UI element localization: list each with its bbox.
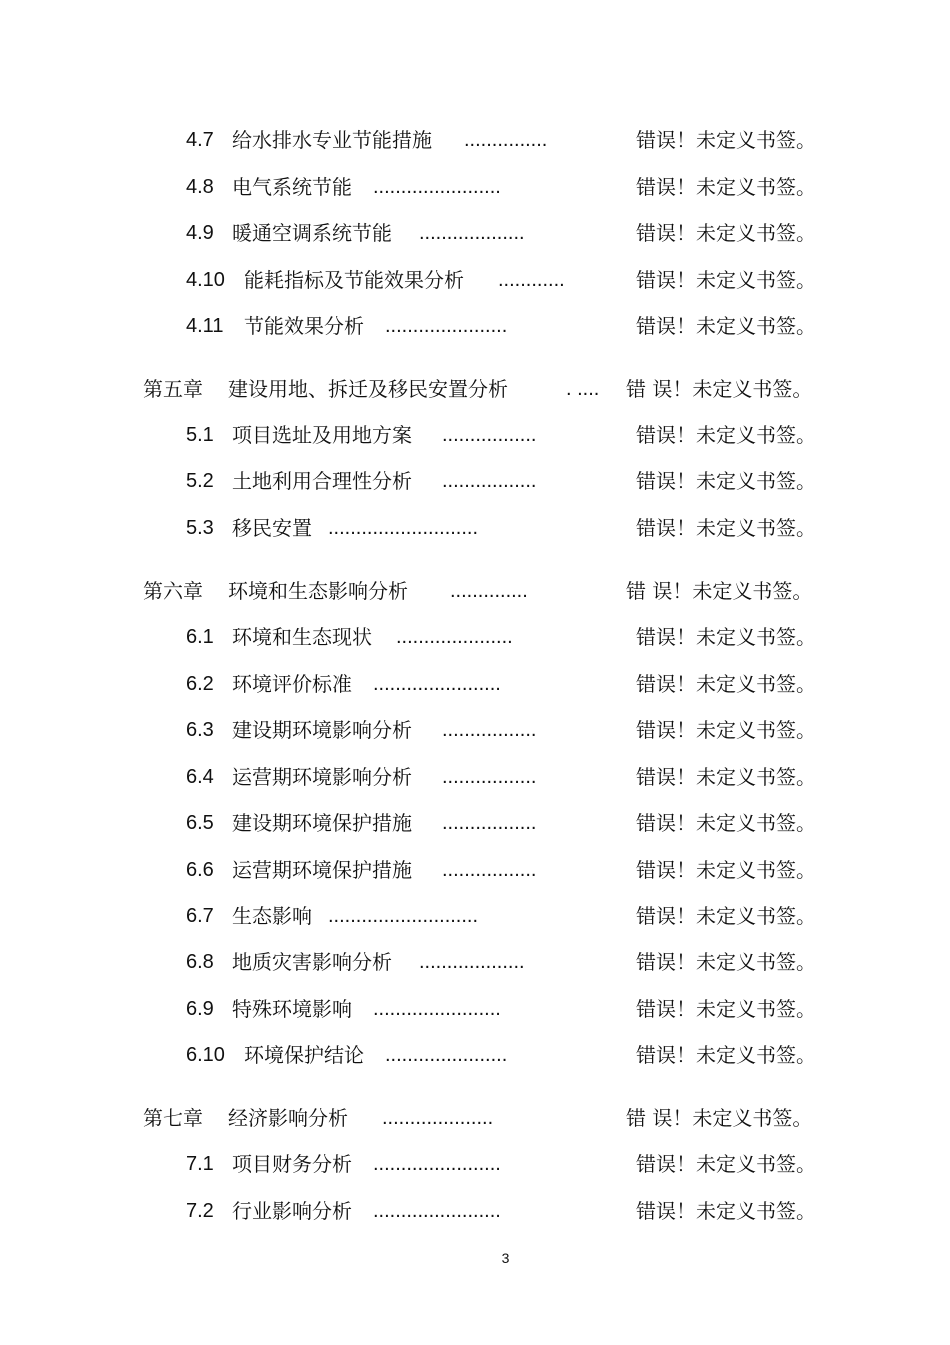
toc-page-ref: 错误！未定义书签。	[636, 516, 816, 540]
toc-leader-dots: ............	[498, 269, 565, 291]
toc-page-ref: 错误！未定义书签。	[636, 672, 816, 696]
toc-number: 6.5	[186, 812, 214, 834]
toc-title: 经济影响分析	[228, 1106, 348, 1130]
toc-number: 6.6	[186, 859, 214, 881]
toc-entry-5-3[interactable]	[0, 511, 950, 545]
toc-chapter-number: 第六章	[143, 579, 203, 603]
toc-leader-dots: .................	[442, 859, 537, 881]
toc-entry-5-2[interactable]	[0, 464, 950, 498]
toc-number: 6.8	[186, 951, 214, 973]
toc-title: 建设期环境保护措施	[232, 811, 412, 835]
toc-leader-dots: .......................	[373, 176, 501, 198]
toc-entry-6-4[interactable]	[0, 760, 950, 794]
toc-page-ref: 错误！未定义书签。	[636, 128, 816, 152]
toc-leader-dots: ..............	[450, 580, 528, 602]
toc-entry-6-8[interactable]	[0, 945, 950, 979]
toc-leader-dots: .................	[442, 812, 537, 834]
toc-leader-dots: . ....	[566, 378, 600, 400]
toc-title: 电气系统节能	[232, 175, 352, 199]
toc-number: 6.10	[186, 1044, 225, 1066]
toc-leader-dots: ...........................	[328, 517, 479, 539]
toc-leader-dots: .......................	[373, 998, 501, 1020]
toc-entry-7-2[interactable]	[0, 1194, 950, 1228]
toc-leader-dots: .......................	[373, 1200, 501, 1222]
toc-title: 给水排水专业节能措施	[232, 128, 432, 152]
toc-title: 项目财务分析	[232, 1152, 352, 1176]
toc-leader-dots: ...................	[419, 951, 525, 973]
toc-title: 移民安置	[232, 516, 312, 540]
toc-entry-4-8[interactable]	[0, 170, 950, 204]
toc-page-ref: 错误！未定义书签。	[636, 221, 816, 245]
toc-entry-6-3[interactable]	[0, 713, 950, 747]
toc-page-ref: 错误！未定义书签。	[636, 718, 816, 742]
toc-page-ref: 错误！未定义书签。	[636, 904, 816, 928]
toc-entry-5-1[interactable]	[0, 418, 950, 452]
toc-title: 环境和生态影响分析	[228, 579, 408, 603]
toc-chapter-5[interactable]	[0, 372, 950, 406]
toc-entry-6-7[interactable]	[0, 899, 950, 933]
toc-number: 6.4	[186, 766, 214, 788]
toc-number: 6.1	[186, 626, 214, 648]
toc-entry-4-7[interactable]	[0, 123, 950, 157]
toc-leader-dots: ...............	[464, 129, 548, 151]
toc-number: 6.9	[186, 998, 214, 1020]
toc-page-ref: 错误！未定义书签。	[636, 268, 816, 292]
toc-page-ref: 错误！未定义书签。	[636, 950, 816, 974]
toc-leader-dots: .......................	[373, 673, 501, 695]
toc-page-ref: 错误！未定义书签。	[636, 469, 816, 493]
toc-page-ref: 错误！未定义书签。	[636, 765, 816, 789]
toc-leader-dots: .................	[442, 470, 537, 492]
toc-title: 暖通空调系统节能	[232, 221, 392, 245]
toc-entry-6-10[interactable]	[0, 1038, 950, 1072]
toc-page-ref: 错误！未定义书签。	[636, 175, 816, 199]
toc-entry-6-6[interactable]	[0, 853, 950, 887]
toc-number: 5.3	[186, 517, 214, 539]
toc-number: 4.10	[186, 269, 225, 291]
toc-page-ref: 错误！未定义书签。	[636, 314, 816, 338]
toc-title: 环境保护结论	[244, 1043, 364, 1067]
toc-leader-dots: .....................	[396, 626, 513, 648]
toc-leader-dots: ...................	[419, 222, 525, 244]
toc-leader-dots: .................	[442, 424, 537, 446]
toc-title: 项目选址及用地方案	[232, 423, 412, 447]
toc-page-ref: 错误！未定义书签。	[636, 625, 816, 649]
toc-leader-dots: ...........................	[328, 905, 479, 927]
toc-chapter-6[interactable]	[0, 574, 950, 608]
toc-title: 环境评价标准	[232, 672, 352, 696]
toc-number: 5.2	[186, 470, 214, 492]
toc-chapter-7[interactable]	[0, 1101, 950, 1135]
toc-page-ref: 错误！未定义书签。	[636, 1152, 816, 1176]
toc-number: 6.3	[186, 719, 214, 741]
toc-page-ref: 错误！未定义书签。	[636, 811, 816, 835]
toc-number: 5.1	[186, 424, 214, 446]
toc-page-ref: 错误！未定义书签。	[636, 1199, 816, 1223]
toc-number: 4.11	[186, 315, 224, 337]
toc-entry-6-9[interactable]	[0, 992, 950, 1026]
toc-entry-4-11[interactable]	[0, 309, 950, 343]
toc-title: 运营期环境影响分析	[232, 765, 412, 789]
toc-leader-dots: ....................	[382, 1107, 494, 1129]
toc-number: 4.7	[186, 129, 214, 151]
toc-entry-6-2[interactable]	[0, 667, 950, 701]
toc-leader-dots: ......................	[385, 315, 508, 337]
toc-leader-dots: .................	[442, 719, 537, 741]
toc-leader-dots: ......................	[385, 1044, 508, 1066]
toc-title: 地质灾害影响分析	[232, 950, 392, 974]
toc-number: 4.8	[186, 176, 214, 198]
toc-number: 6.7	[186, 905, 214, 927]
toc-page-ref: 错误！未定义书签。	[636, 423, 816, 447]
toc-leader-dots: .......................	[373, 1153, 501, 1175]
toc-title: 土地利用合理性分析	[232, 469, 412, 493]
toc-page-ref: 错误！未定义书签。	[636, 858, 816, 882]
toc-title: 环境和生态现状	[232, 625, 372, 649]
toc-number: 7.2	[186, 1200, 214, 1222]
toc-page-ref: 错 误！未定义书签。	[626, 1106, 813, 1130]
toc-number: 6.2	[186, 673, 214, 695]
toc-title: 建设用地、拆迁及移民安置分析	[228, 377, 508, 401]
toc-number: 7.1	[186, 1153, 214, 1175]
toc-title: 节能效果分析	[244, 314, 364, 338]
toc-title: 建设期环境影响分析	[232, 718, 412, 742]
toc-chapter-number: 第七章	[143, 1106, 203, 1130]
toc-title: 行业影响分析	[232, 1199, 352, 1223]
toc-entry-4-10[interactable]	[0, 263, 950, 297]
toc-chapter-number: 第五章	[143, 377, 203, 401]
toc-page-ref: 错误！未定义书签。	[636, 997, 816, 1021]
toc-title: 运营期环境保护措施	[232, 858, 412, 882]
toc-entry-4-9[interactable]	[0, 216, 950, 250]
toc-number: 4.9	[186, 222, 214, 244]
toc-title: 能耗指标及节能效果分析	[244, 268, 464, 292]
toc-entry-6-1[interactable]	[0, 620, 950, 654]
toc-page-ref: 错 误！未定义书签。	[626, 377, 813, 401]
toc-page-ref: 错 误！未定义书签。	[626, 579, 813, 603]
toc-entry-6-5[interactable]	[0, 806, 950, 840]
toc-title: 生态影响	[232, 904, 312, 928]
toc-page-ref: 错误！未定义书签。	[636, 1043, 816, 1067]
toc-entry-7-1[interactable]	[0, 1147, 950, 1181]
page-number: 3	[501, 1250, 510, 1266]
toc-title: 特殊环境影响	[232, 997, 352, 1021]
toc-leader-dots: .................	[442, 766, 537, 788]
